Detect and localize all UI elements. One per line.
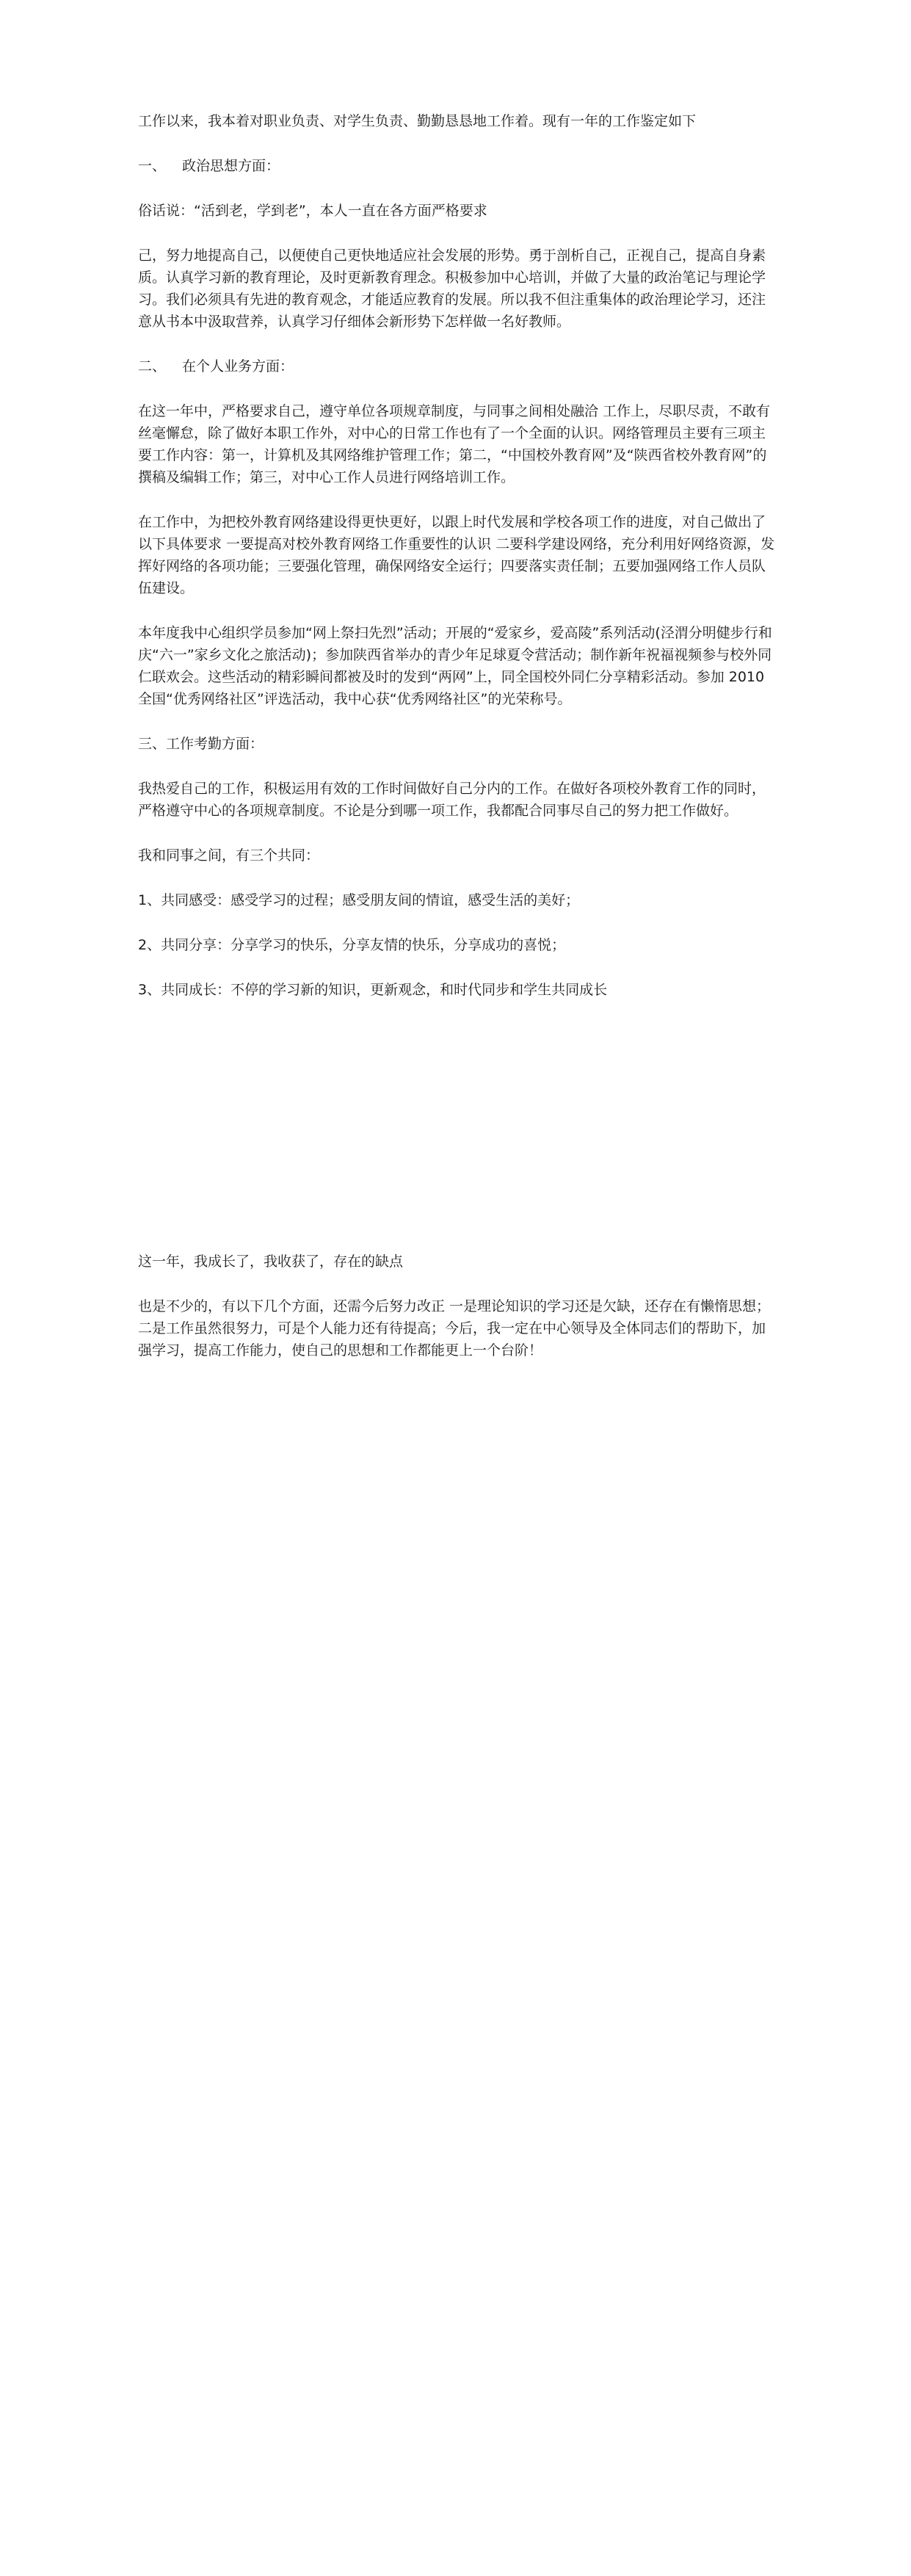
common-intro: 我和同事之间，有三个共同： [138,847,320,864]
section-2-number: 二、 [138,358,167,375]
list-item-1 [138,889,777,911]
section-2-body-3: 本年度我中心组织学员参加“网上祭扫先烈”活动；开展的“爱家乡，爱高陵”系列活动(泾渭分明健步行和庆“六一”家乡文化之旅活动)；参加陕西省举办的青少年足球夏令营活动；制作新年祝福视频参与校外同仁联欢会。这些活动的精彩瞬间都被及时的发到“两网”上，同全国校外同仁分享精彩活动。参加 2010 全国“优秀网络社区”评选活动，我中心获“优秀网络社区”的光荣称号。 [138,625,772,707]
list-item-3 [138,979,777,1001]
section-1-heading [138,155,777,177]
section-1-quote: 俗话说：“活到老，学到老”，本人一直在各方面严格要求 [138,203,487,219]
closing-paragraph: 也是不少的，有以下几个方面，还需今后努力改正 一是理论知识的学习还是欠缺，还存在有懒惰思想；二是工作虽然很努力，可是个人能力还有待提高；今后，我一定在中心领导及全体同志们的帮助下，加强学习，提高工作能力，使自己的思想和工作都能更上一个台阶！ [138,1298,771,1358]
document-body [138,110,777,1361]
section-1-title: 政治思想方面： [182,158,280,174]
list-item-2 [138,934,777,956]
section-1-number: 一、 [138,158,167,174]
list-text-3: 共同成长：不停的学习新的知识，更新观念，和时代同步和学生共同成长 [161,982,608,998]
list-text-2: 共同分享：分享学习的快乐，分享友情的快乐，分享成功的喜悦； [161,937,566,953]
section-2-title: 在个人业务方面： [182,358,294,375]
section-2-heading [138,355,777,377]
summary-paragraph: 这一年，我成长了，我收获了，存在的缺点 [138,1253,404,1270]
list-number-1: 1、 [138,892,161,908]
section-3-body: 我热爱自己的工作，积极运用有效的工作时间做好自己分内的工作。在做好各项校外教育工作的同时，严格遵守中心的各项规章制度。不论是分到哪一项工作，我都配合同事尽自己的努力把工作做好。 [138,781,766,819]
section-2-body-1: 在这一年中，严格要求自己，遵守单位各项规章制度，与同事之间相处融洽 工作上，尽职尽责，不敢有丝毫懈怠，除了做好本职工作外，对中心的日常工作也有了一个全面的认识。网络管理员主要有三项主要工作内容：第一，计算机及其网络维护管理工作；第二，“中国校外教育网”及“陕西省校外教育网”的撰稿及编辑工作；第三，对中心工作人员进行网络培训工作。 [138,403,771,485]
section-3-heading: 三、工作考勤方面： [138,736,264,752]
list-number-3: 3、 [138,982,161,998]
list-text-1: 共同感受：感受学习的过程；感受朋友间的情谊，感受生活的美好； [161,892,580,908]
section-1-body: 己，努力地提高自己，以便使自己更快地适应社会发展的形势。勇于剖析自己，正视自己，提高自身素质。认真学习新的教育理论，及时更新教育理念。积极参加中心培训，并做了大量的政治笔记与理论学习。我们必须具有先进的教育观念，才能适应教育的发展。所以我不但注重集体的政治理论学习，还注意从书本中汲取营养，认真学习仔细体会新形势下怎样做一名好教师。 [138,247,766,330]
section-2-body-2: 在工作中，为把校外教育网络建设得更快更好，以跟上时代发展和学校各项工作的进度，对自己做出了以下具体要求 一要提高对校外教育网络工作重要性的认识 二要科学建设网络，充分利用好网络资源，发挥好网络的各项功能；三要强化管理，确保网络安全运行；四要落实责任制；五要加强网络工作人员队伍建设。 [138,514,775,596]
intro-paragraph: 工作以来，我本着对职业负责、对学生负责、勤勤恳恳地工作着。现有一年的工作鉴定如下 [138,113,697,129]
list-number-2: 2、 [138,937,161,953]
